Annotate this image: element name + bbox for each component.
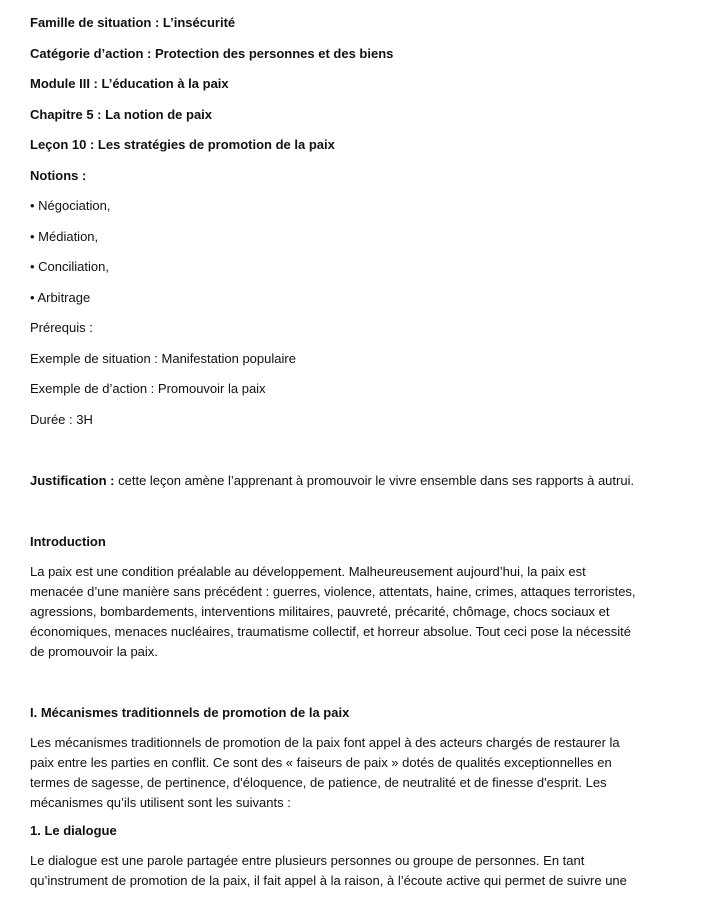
notion-item: • Négociation, (30, 198, 111, 213)
notions-label: Notions : (30, 168, 87, 183)
paragraph-line: agressions, bombardements, interventions militaires, pauvreté, précarité, chômage, chocs sociaux et (30, 604, 610, 619)
duree: Durée : 3H (30, 412, 93, 427)
section1-paragraph (30, 733, 670, 813)
introduction-paragraph (30, 562, 670, 662)
paragraph-line: La paix est une condition préalable au développement. Malheureusement aujourd’hui, la paix est (30, 564, 586, 579)
notion-item: • Conciliation, (30, 259, 109, 274)
paragraph-line: économiques, menaces nucléaires, traumatisme collectif, et horreur absolue. Tout ceci pose la nécessité (30, 624, 631, 639)
categorie-action: Catégorie d’action : Protection des personnes et des biens (30, 46, 394, 61)
section1-heading: I. Mécanismes traditionnels de promotion de la paix (30, 705, 350, 720)
paragraph-line: Le dialogue est une parole partagée entre plusieurs personnes ou groupe de personnes. En tant (30, 853, 585, 868)
paragraph-line: menacée d’une manière sans précédent : guerres, violence, attentats, haine, crimes, attaques terroristes, (30, 584, 636, 599)
paragraph-line: termes de sagesse, de pertinence, d'éloquence, de patience, de neutralité et de finesse d'esprit. Les (30, 775, 607, 790)
introduction-heading: Introduction (30, 534, 106, 549)
notion-item: • Arbitrage (30, 290, 91, 305)
justification-label: Justification : (30, 473, 115, 488)
exemple-action: Exemple de d’action : Promouvoir la paix (30, 381, 266, 396)
chapitre-title: Chapitre 5 : La notion de paix (30, 107, 213, 122)
famille-situation: Famille de situation : L’insécurité (30, 15, 236, 30)
notion-item: • Médiation, (30, 229, 99, 244)
exemple-situation: Exemple de situation : Manifestation populaire (30, 351, 296, 366)
justification-text: cette leçon amène l’apprenant à promouvoir le vivre ensemble dans ses rapports à autrui. (114, 473, 635, 488)
subsection1-paragraph (30, 851, 670, 891)
module-title: Module III : L’éducation à la paix (30, 76, 229, 91)
lecon-title: Leçon 10 : Les stratégies de promotion de la paix (30, 137, 335, 152)
prerequis: Prérequis : (30, 320, 93, 335)
justification (30, 473, 634, 489)
paragraph-line: qu’instrument de promotion de la paix, il fait appel à la raison, à l’écoute active qui permet de suivre une (30, 873, 627, 888)
paragraph-line: paix entre les parties en conflit. Ce sont des « faiseurs de paix » dotés de qualités exceptionnelles en (30, 755, 612, 770)
paragraph-line: mécanismes qu’ils utilisent sont les suivants : (30, 795, 291, 810)
paragraph-line: Les mécanismes traditionnels de promotion de la paix font appel à des acteurs chargés de restaurer la (30, 735, 620, 750)
subsection1-heading: 1. Le dialogue (30, 823, 117, 838)
paragraph-line: de promouvoir la paix. (30, 644, 158, 659)
